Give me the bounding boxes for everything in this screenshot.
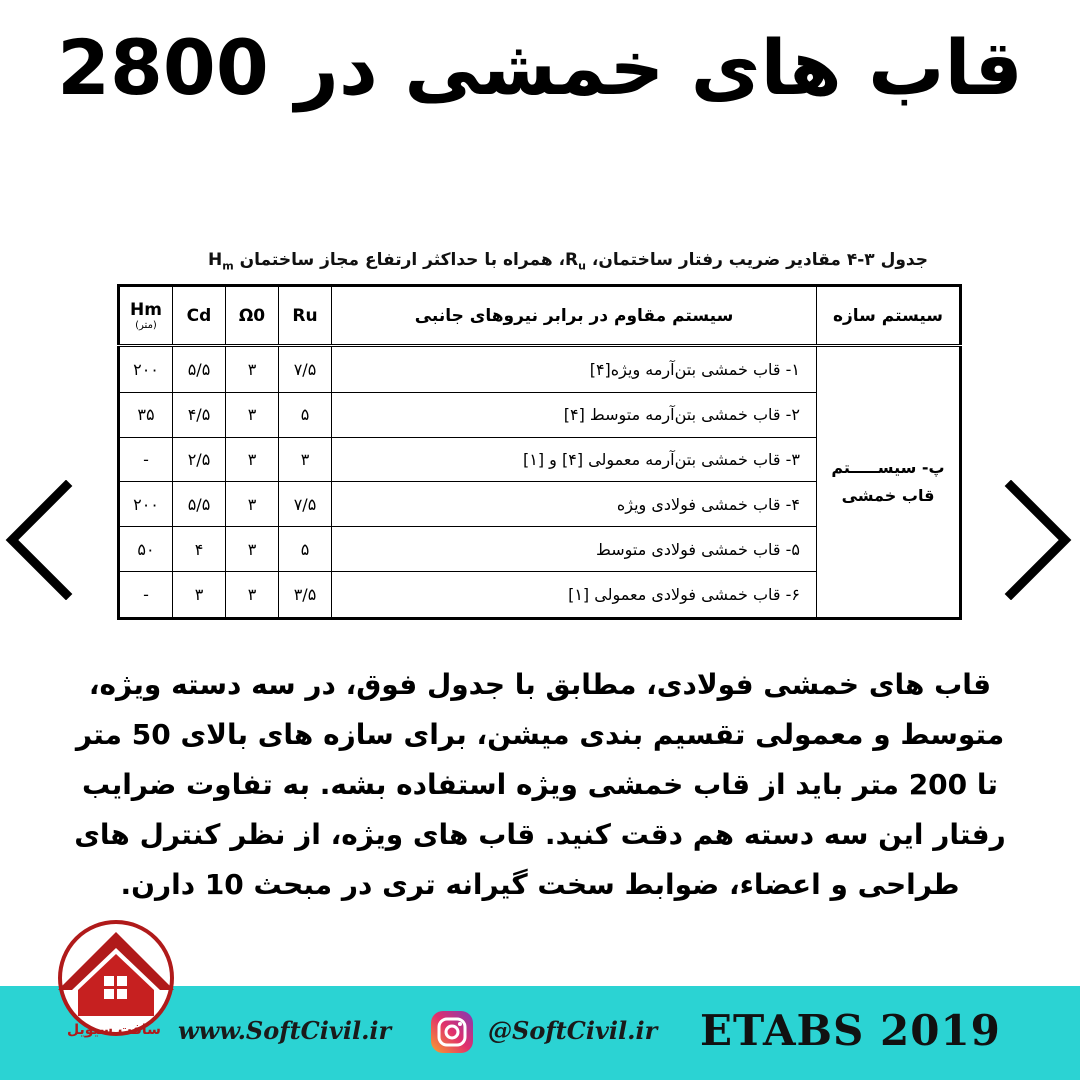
group-label-line2: قاب خمشی: [841, 486, 935, 505]
instagram-handle[interactable]: @SoftCivil.ir: [488, 1016, 658, 1045]
row-ru: ۵: [279, 392, 332, 437]
row-item: ۵- قاب خمشی فولادی متوسط: [332, 527, 817, 572]
row-omega: ۳: [226, 392, 279, 437]
row-cd: ۵/۵: [173, 346, 226, 393]
row-cd: ۳: [173, 571, 226, 618]
row-cd: ۵/۵: [173, 482, 226, 527]
caption-sub-u: u: [578, 259, 586, 273]
table-header-row: [119, 286, 961, 346]
row-omega: ۳: [226, 346, 279, 393]
row-hm: ۲۰۰: [119, 482, 173, 527]
row-ru: ۷/۵: [279, 346, 332, 393]
row-ru: ۳: [279, 437, 332, 482]
behavior-factor-table: [117, 284, 962, 620]
row-hm: -: [119, 571, 173, 618]
row-item: ۴- قاب خمشی فولادی ویژه: [332, 482, 817, 527]
row-item: ۲- قاب خمشی بتن‌آرمه متوسط [۴]: [332, 392, 817, 437]
chevron-left-icon: [4, 480, 74, 600]
next-slide-button[interactable]: [1003, 480, 1073, 600]
row-hm: ۲۰۰: [119, 346, 173, 393]
row-cd: ۴/۵: [173, 392, 226, 437]
row-ru: ۳/۵: [279, 571, 332, 618]
row-omega: ۳: [226, 437, 279, 482]
header-omega: Ω0: [226, 286, 279, 346]
row-ru: ۷/۵: [279, 482, 332, 527]
row-ru: ۵: [279, 527, 332, 572]
row-cd: ۲/۵: [173, 437, 226, 482]
table-caption: [118, 250, 928, 272]
group-label-line1: پ- سیســـــتم: [831, 458, 945, 477]
caption-sub-m: m: [222, 259, 234, 273]
row-item: ۶- قاب خمشی فولادی معمولی [۱]: [332, 571, 817, 618]
header-cd: Cd: [173, 286, 226, 346]
header-hm: [119, 286, 173, 346]
table-row: [119, 346, 961, 393]
row-item: ۱- قاب خمشی بتن‌آرمه ویژه[۴]: [332, 346, 817, 393]
header-ru: Ru: [279, 286, 332, 346]
row-hm: -: [119, 437, 173, 482]
header-system: سیستم سازه: [817, 286, 961, 346]
row-item: ۳- قاب خمشی بتن‌آرمه معمولی [۴] و [۱]: [332, 437, 817, 482]
header-hm-label: Hm: [130, 300, 162, 320]
chevron-right-icon: [1003, 480, 1073, 600]
row-hm: ۳۵: [119, 392, 173, 437]
page-title: قاب های خمشی در 2800: [57, 23, 1023, 112]
row-omega: ۳: [226, 527, 279, 572]
previous-slide-button[interactable]: [4, 480, 74, 600]
logo-label: سافت سیویل: [67, 1022, 161, 1038]
instagram-icon[interactable]: [430, 1010, 474, 1054]
group-cell-moment-frame: [817, 346, 961, 619]
row-hm: ۵۰: [119, 527, 173, 572]
header-hm-unit: (متر): [135, 320, 157, 331]
row-cd: ۴: [173, 527, 226, 572]
row-omega: ۳: [226, 571, 279, 618]
caption-text-start: جدول ۳-۴ مقادیر ضریب رفتار ساختمان، R: [565, 250, 928, 270]
row-omega: ۳: [226, 482, 279, 527]
website-link[interactable]: www.SoftCivil.ir: [178, 1016, 392, 1045]
caption-text-mid: ، همراه با حداکثر ارتفاع مجاز ساختمان H: [207, 250, 566, 270]
header-resisting-system: سیستم مقاوم در برابر نیروهای جانبی: [332, 286, 817, 346]
description-paragraph: قاب های خمشی فولادی، مطابق با جدول فوق، در سه دسته ویژه، متوسط و معمولی تقسیم بندی میشن، برای سازه های بالای 50 متر تا 200 متر باید از قاب خمشی ویژه استفاده بشه. به تفاوت ضرایب رفتار این سه دسته هم دقت کنید. قاب های ویژه، از نظر کنترل های طراحی و اعضاء، ضوابط سخت گیرانه تری در مبحث 10 دارن.: [74, 668, 1006, 901]
product-label: ETABS 2019: [700, 1006, 1001, 1055]
